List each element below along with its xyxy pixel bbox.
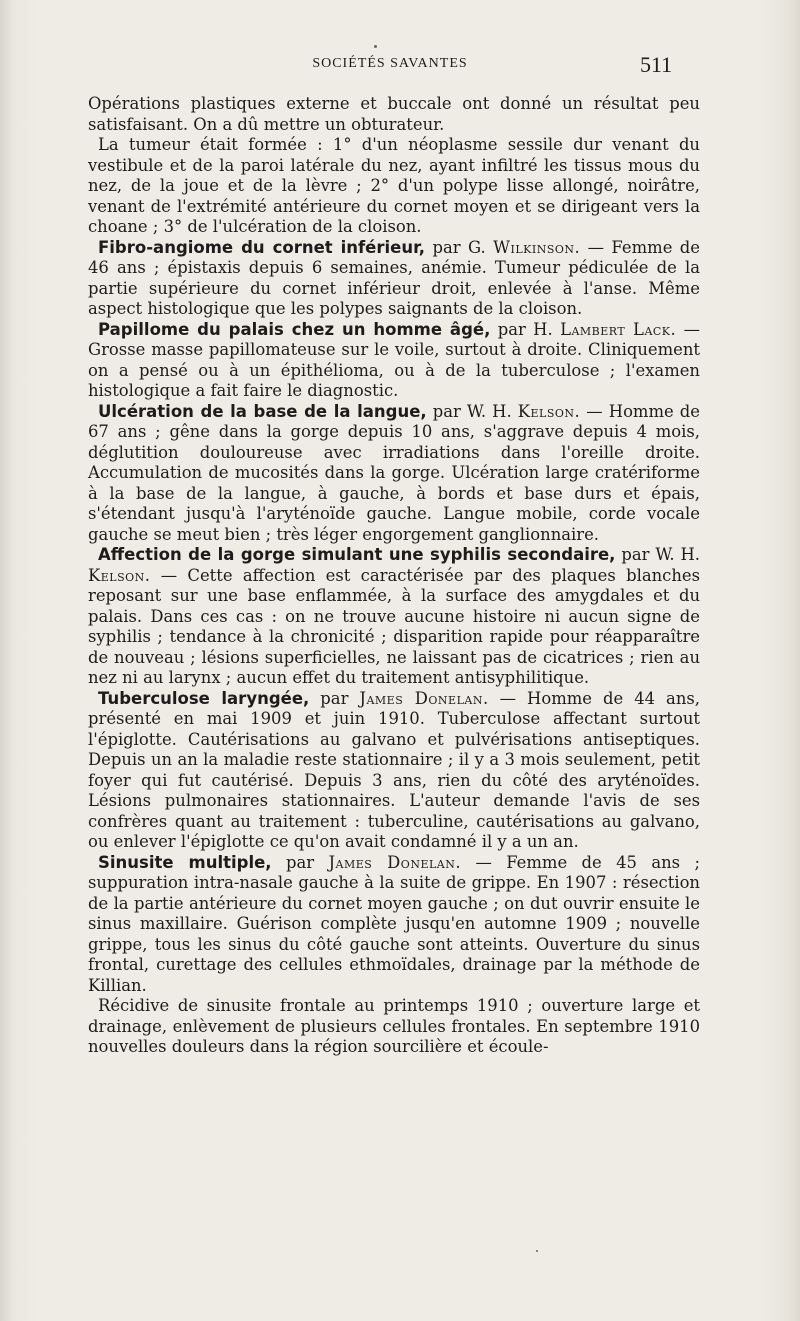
entry-author: Kelson. [88, 565, 151, 585]
article-body [88, 94, 700, 1058]
running-head: SOCIÉTÉS SAVANTES [312, 56, 468, 71]
entry-author: James Donelan. [359, 688, 489, 708]
entry-by: par W. H. [615, 545, 700, 564]
entry-by: par [309, 688, 360, 708]
entry-papillome [88, 320, 700, 402]
paragraph-last: Récidive de sinusite frontale au printemps 1910 ; ouverture large et drainage, enlèvement de plusieurs cellules frontales. En septembre 1910 nouvelles douleurs dans la région sourcilière et écoule- [88, 996, 700, 1056]
ink-speck [536, 1250, 538, 1252]
entry-text: — Cette affection est caractérisée par des plaques blanches reposant sur une base enflammée, à la surface des amygdales et du palais. Dans ces cas : on ne trouve aucune histoire ni aucun signe de syphilis ; tendance à la chronicité ; disparition rapide pour réapparaître de nouveau ; lésions superficielles, ne laissant pas de cicatrices ; rien au nez ni au larynx ; aucun effet du traitement antisyphilitique. [88, 565, 700, 687]
entry-author: Lambert Lack. [560, 319, 677, 339]
entry-fibro-angiome [88, 238, 700, 320]
entry-ulceration [88, 402, 700, 546]
page-header [0, 52, 800, 80]
entry-title: Fibro-angiome du cornet inférieur, [98, 237, 426, 257]
entry-title: Tuberculose laryngée, [98, 688, 310, 708]
entry-text: — Femme de 46 ans ; épistaxis depuis 6 semaines, anémie. Tumeur pédiculée de la partie supérieure du cornet inférieur droit, enlevée à l'anse. Même aspect histologique que les polypes saignants de la cloison. [88, 237, 700, 318]
ink-speck [374, 45, 377, 48]
page-number: 511 [640, 52, 673, 77]
entry-by: par H. [490, 319, 561, 339]
entry-title: Affection de la gorge simulant une syphilis secondaire, [98, 545, 616, 564]
entry-by: par W. H. [426, 401, 518, 421]
entry-text: — Femme de 45 ans ; suppuration intra-nasale gauche à la suite de grippe. En 1907 : résection de la partie antérieure du cornet moyen gauche ; on dut ouvrir ensuite le sinus maxillaire. Guérison complète jusqu'en automne 1909 ; nouvelle grippe, tous les sinus du côté gauche sont atteints. Ouverture du sinus frontal, curettage des cellules ethmoïdales, drainage par la méthode de Killian. [88, 852, 700, 995]
entry-tuberculose [88, 689, 700, 853]
entry-author: James Donelan. [328, 852, 462, 872]
entry-text: — Homme de 44 ans, présenté en mai 1909 et juin 1910. Tuberculose affectant surtout l'épiglotte. Cautérisations au galvano et pulvérisations antiseptiques. Depuis un an la maladie reste stationnaire ; il y a 3 mois seulement, petit foyer qui fut cautérisé. Depuis 3 ans, rien du côté des aryténoïdes. Lésions pulmonaires stationnaires. L'auteur demande l'avis de ses confrères quant au traitement : tuberculine, cautérisations au galvano, ou enlever l'épiglotte ce qu'on avait condamné il y a un an. [88, 688, 701, 851]
entry-title: Sinusite multiple, [98, 852, 272, 872]
entry-text: — Grosse masse papillomateuse sur le voile, surtout à droite. Cliniquement on a pensé ou à un épithélioma, ou à de la tuberculose ; l'examen histologique a fait faire le diagnostic. [88, 319, 700, 400]
entry-author: Kelson. [517, 401, 581, 421]
entry-title: Papillome du palais chez un homme âgé, [98, 319, 491, 339]
entry-title: Ulcération de la base de la langue, [98, 401, 427, 421]
entry-sinusite [88, 853, 700, 997]
entry-affection-gorge [88, 545, 700, 689]
paragraph-1: Opérations plastiques externe et buccale ont donné un résultat peu satisfaisant. On a dû mettre un obturateur. [88, 94, 700, 134]
paragraph-2: La tumeur était formée : 1° d'un néoplasme sessile dur venant du vestibule et de la paroi latérale du nez, ayant infiltré les tissus mous du nez, de la joue et de la lèvre ; 2° d'un polype lisse allongé, noirâtre, venant de l'extrémité antérieure du cornet moyen et se dirigeant vers la choane ; 3° de l'ulcération de la cloison. [88, 135, 700, 236]
entry-text: — Homme de 67 ans ; gêne dans la gorge depuis 10 ans, s'aggrave depuis 4 mois, déglutition douloureuse avec irradiations dans l'oreille droite. Accumulation de mucosités dans la gorge. Ulcération large cratériforme à la base de la langue, à gauche, à bords et base durs et épais, s'étendant jusqu'à l'aryténoïde gauche. Langue mobile, corde vocale gauche se meut bien ; très léger engorgement ganglionnaire. [88, 401, 700, 544]
entry-author: Wilkinson. [493, 237, 581, 257]
entry-by: par G. [425, 237, 494, 257]
entry-by: par [271, 852, 329, 872]
